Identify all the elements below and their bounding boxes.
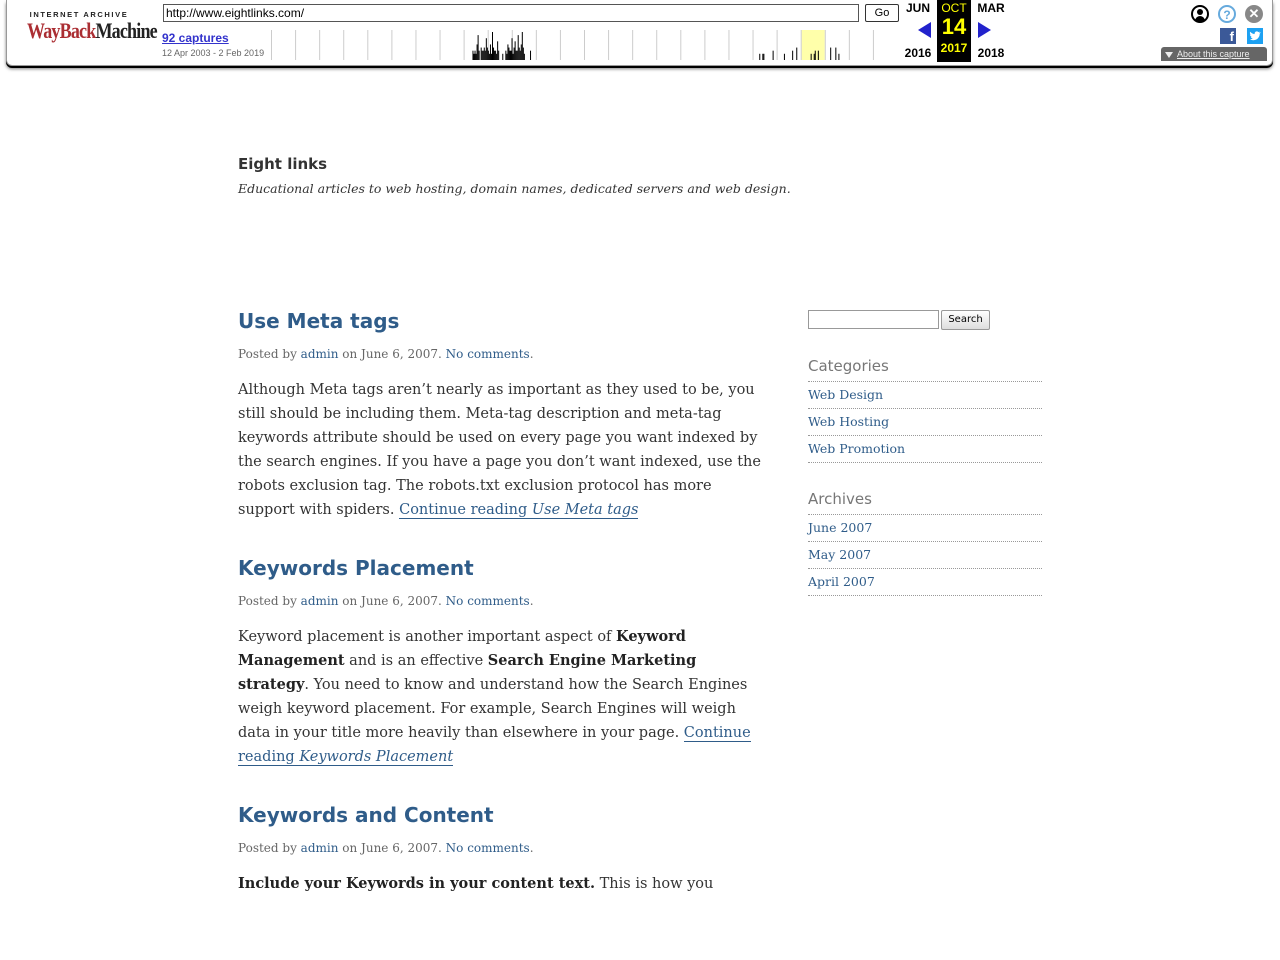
comments-link[interactable]: No comments (445, 841, 530, 855)
capture-bar (489, 54, 490, 60)
capture-bar (476, 54, 477, 60)
capture-bar (484, 48, 485, 60)
capture-bar (524, 54, 525, 60)
post-meta (238, 841, 763, 855)
capture-bar (481, 48, 482, 60)
capture-bar (490, 44, 491, 60)
wayback-go-button[interactable]: Go (865, 4, 899, 22)
next-year-label[interactable]: 2018 (977, 46, 1005, 60)
capture-bar (485, 51, 486, 60)
author-link[interactable]: admin (300, 594, 339, 608)
capture-bar (474, 54, 475, 60)
captures-link[interactable]: 92 captures (162, 31, 229, 45)
author-link[interactable]: admin (300, 347, 339, 361)
meta-prefix: Posted by (238, 841, 301, 855)
next-capture-arrow-icon[interactable] (978, 22, 991, 38)
capture-bar (496, 54, 497, 60)
capture-bar (773, 51, 774, 60)
categories-title: Categories (808, 357, 1042, 382)
author-link[interactable]: admin (300, 841, 339, 855)
logo-machine-word: Machine (95, 18, 157, 43)
current-year-highlight (802, 30, 825, 60)
capture-bar (495, 51, 496, 60)
meta-end: . (529, 594, 534, 608)
about-capture-button[interactable] (1161, 47, 1267, 61)
help-icon[interactable]: ? (1218, 5, 1236, 23)
capture-bar (517, 51, 518, 60)
wayback-toolbar (6, 0, 1273, 66)
post (238, 307, 763, 522)
capture-bar (472, 51, 473, 60)
meta-date: on June 6, 2007. (338, 841, 446, 855)
caret-down-icon (1165, 52, 1173, 58)
facebook-icon[interactable]: f (1220, 28, 1236, 44)
current-day: 14 (941, 14, 967, 39)
archives-title: Archives (808, 490, 1042, 515)
capture-bar (487, 48, 488, 60)
archive-link[interactable]: April 2007 (808, 569, 1042, 596)
prev-month-label[interactable]: JUN (905, 1, 930, 15)
capture-bar (479, 51, 480, 60)
capture-bar (838, 54, 839, 60)
excerpt-bold: Search Engine Marketing strategy (238, 652, 697, 693)
capture-bar (483, 51, 484, 60)
excerpt-text: . You need to know and understand how the Search Engines weigh keyword placement. For example, Search Engines will weigh data in your title more heavily than elsewhere in your page. (238, 677, 748, 741)
capture-bar (482, 51, 483, 60)
capture-bar (521, 44, 522, 60)
capture-bar (492, 32, 493, 60)
capture-bar (498, 51, 499, 60)
archive-link[interactable]: May 2007 (808, 542, 1042, 569)
post-excerpt (238, 378, 763, 522)
capture-bar (491, 54, 492, 60)
excerpt-bold: Keyword Management (238, 628, 686, 669)
comments-link[interactable]: No comments (445, 347, 530, 361)
category-link[interactable]: Web Design (808, 382, 1042, 409)
post (238, 801, 763, 896)
post (238, 554, 763, 769)
continue-label: Continue reading (238, 725, 751, 765)
meta-date: on June 6, 2007. (338, 347, 446, 361)
post-title[interactable]: Keywords Placement (238, 556, 474, 580)
capture-bar (497, 41, 498, 60)
current-month: OCT (941, 1, 967, 15)
excerpt-bold: Include your Keywords in your content text. (238, 875, 596, 892)
capture-bar (784, 54, 785, 60)
capture-bar (835, 48, 836, 60)
capture-bar (792, 51, 793, 60)
meta-prefix: Posted by (238, 594, 301, 608)
site-title[interactable]: Eight links (238, 155, 328, 173)
capture-bar (516, 51, 517, 60)
categories-list (808, 382, 1042, 463)
capture-bar (814, 54, 815, 60)
capture-bar (506, 54, 507, 60)
capture-bar (520, 51, 521, 60)
about-capture-label: About this capture (1177, 49, 1250, 59)
current-year: 2017 (940, 41, 968, 55)
wayback-logo[interactable] (27, 10, 157, 50)
search-input[interactable] (808, 310, 939, 329)
post-title[interactable]: Keywords and Content (238, 803, 494, 827)
capture-bar (523, 48, 524, 60)
excerpt-text: This is how you (595, 876, 714, 892)
twitter-icon[interactable] (1247, 28, 1263, 44)
user-icon[interactable] (1191, 5, 1209, 23)
category-link[interactable]: Web Hosting (808, 409, 1042, 436)
capture-bar (818, 51, 819, 60)
logo-wayback-machine-text (27, 18, 157, 43)
prev-capture-arrow-icon[interactable] (918, 22, 931, 38)
prev-year-label[interactable]: 2016 (904, 46, 932, 60)
post-meta (238, 594, 763, 608)
capture-bar (514, 48, 515, 60)
capture-bar (762, 54, 763, 60)
search-button[interactable]: Search (941, 310, 990, 330)
excerpt-text: Keyword placement is another important aspect of (238, 629, 617, 645)
capture-bar (522, 32, 523, 60)
capture-bar (475, 51, 476, 60)
capture-bar (763, 54, 764, 60)
sidebar (808, 310, 1042, 596)
next-month-label[interactable]: MAR (977, 1, 1005, 15)
post-excerpt (238, 872, 763, 896)
capture-bar (508, 48, 509, 60)
comments-link[interactable]: No comments (445, 594, 530, 608)
capture-bar (530, 51, 531, 60)
meta-prefix: Posted by (238, 347, 301, 361)
captures-sparkline[interactable] (271, 30, 897, 60)
excerpt-text: Although Meta tags aren’t nearly as important as they used to be, you still should be including them. Meta-tag description and meta-tag keywords attribute should be used on every page you want indexed by the search engines. If you have a page you don’t want indexed, use the robots exclusion tag. The robots.txt exclusion protocol has more support with spiders. (238, 382, 761, 518)
capture-bar (509, 51, 510, 60)
archives-list (808, 515, 1042, 596)
capture-bar (811, 54, 812, 60)
capture-bar (488, 51, 489, 60)
post-excerpt (238, 625, 763, 769)
capture-bar (477, 44, 478, 60)
search-form (808, 310, 1042, 330)
continue-title: Use Meta tags (531, 502, 639, 518)
capture-bar (815, 51, 816, 60)
capture-bar (796, 48, 797, 60)
capture-bar (830, 48, 831, 60)
capture-bar (511, 51, 512, 60)
logo-wayback-word: WayBack (27, 18, 96, 43)
capture-bar (494, 51, 495, 60)
capture-bar (515, 41, 516, 60)
post-title[interactable]: Use Meta tags (238, 309, 400, 333)
continue-reading-link[interactable] (399, 502, 638, 519)
capture-bar (493, 48, 494, 60)
post-meta (238, 347, 763, 361)
capture-bar (518, 35, 519, 60)
capture-bar (519, 48, 520, 60)
close-icon[interactable]: ✕ (1245, 5, 1263, 23)
capture-bar (486, 38, 487, 60)
current-capture-date (937, 0, 971, 62)
category-link[interactable]: Web Promotion (808, 436, 1042, 463)
capture-bar (478, 35, 479, 60)
wayback-url-input[interactable]: http://www.eightlinks.com/ (163, 4, 859, 22)
capture-bar (759, 54, 760, 60)
continue-label: Continue reading (399, 502, 532, 518)
post-list (238, 307, 763, 928)
meta-end: . (529, 347, 534, 361)
capture-bar (502, 54, 503, 60)
excerpt-text: and is an effective (344, 653, 488, 669)
capture-bar (513, 54, 514, 60)
meta-end: . (529, 841, 534, 855)
archive-link[interactable]: June 2007 (808, 515, 1042, 542)
site-description: Educational articles to web hosting, domain names, dedicated servers and web design. (238, 181, 791, 196)
continue-title: Keywords Placement (299, 749, 454, 765)
capture-bar (505, 51, 506, 60)
capture-bar (507, 44, 508, 60)
logo-internet-archive-text: INTERNET ARCHIVE (29, 10, 129, 19)
meta-date: on June 6, 2007. (338, 594, 446, 608)
capture-bar (512, 38, 513, 60)
capture-date-range: 12 Apr 2003 - 2 Feb 2019 (162, 48, 265, 58)
